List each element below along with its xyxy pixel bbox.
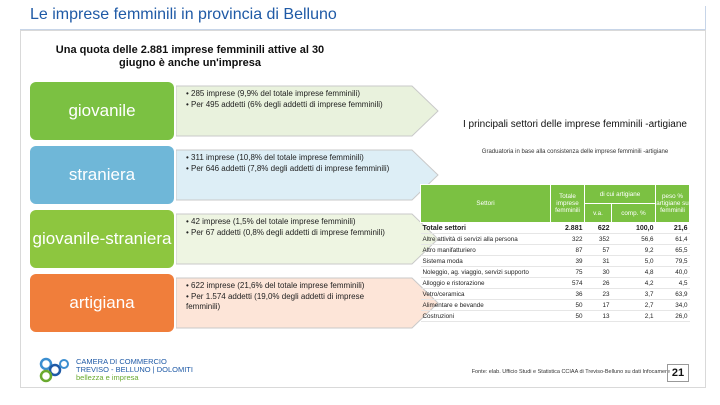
cell-peso: 63,9 [656, 289, 690, 300]
header-artigiane: di cui artigiane [585, 185, 656, 204]
cell-name: Sistema moda [421, 256, 551, 267]
enterprise-type-label: giovanile [30, 82, 174, 140]
cell-comp: 3,7 [612, 289, 656, 300]
cell-tot: 87 [551, 245, 585, 256]
cell-comp: 2,1 [612, 311, 656, 322]
cell-peso: 21,6 [656, 223, 690, 234]
sectors-table [420, 184, 690, 322]
cell-peso: 4,5 [656, 278, 690, 289]
table-row [421, 234, 690, 245]
chamber-logo-text [76, 358, 193, 382]
cell-tot: 322 [551, 234, 585, 245]
enterprise-type-label: artigiana [30, 274, 174, 332]
table-row [421, 289, 690, 300]
table-row [421, 256, 690, 267]
sectors-subtitle: Graduatoria in base alla consistenza delle imprese femminili -artigiane [481, 149, 669, 155]
cell-va: 30 [585, 267, 612, 278]
enterprise-detail-line: • 42 imprese (1,5% del totale imprese femminili) [186, 217, 356, 226]
cell-comp: 4,8 [612, 267, 656, 278]
page-title: Le imprese femminili in provincia di Belluno [30, 6, 337, 23]
page-subtitle: Una quota delle 2.881 imprese femminili attive al 30 giugno è anche un'impresa [55, 44, 325, 69]
cell-va: 17 [585, 300, 612, 311]
table-row [421, 300, 690, 311]
enterprise-detail-line: • Per 495 addetti (6% degli addetti di imprese femminili) [186, 100, 383, 109]
sectors-title: I principali settori delle imprese femminili -artigiane [463, 119, 687, 130]
enterprise-detail-line: • Per 67 addetti (0,8% degli addetti di imprese femminili) [186, 228, 385, 237]
cell-va: 622 [585, 223, 612, 234]
header-peso: peso % artigiane su femminili [656, 185, 690, 223]
cell-name: Altre attività di servizi alla persona [421, 234, 551, 245]
cell-name: Alloggio e ristorazione [421, 278, 551, 289]
logo-tagline: bellezza e impresa [76, 373, 139, 382]
header-va: v.a. [585, 204, 612, 223]
table-row [421, 223, 690, 234]
cell-name: Noleggio, ag. viaggio, servizi supporto [421, 267, 551, 278]
chamber-logo-icon [38, 356, 72, 384]
cell-comp: 2,7 [612, 300, 656, 311]
page-number: 21 [667, 364, 689, 382]
cell-tot: 50 [551, 300, 585, 311]
source-note: Fonte: elab. Ufficio Studi e Statistica CCIAA di Treviso-Belluno su dati Infocamere [471, 369, 670, 375]
cell-tot: 36 [551, 289, 585, 300]
cell-tot: 2.881 [551, 223, 585, 234]
enterprise-detail-line: • Per 646 addetti (7,8% degli addetti di imprese femminili) [186, 164, 390, 173]
enterprise-arrow [176, 82, 440, 140]
cell-comp: 100,0 [612, 223, 656, 234]
cell-name: Alimentare e bevande [421, 300, 551, 311]
cell-va: 31 [585, 256, 612, 267]
cell-comp: 5,0 [612, 256, 656, 267]
cell-name: Vetro/ceramica [421, 289, 551, 300]
cell-comp: 4,2 [612, 278, 656, 289]
cell-name: Costruzioni [421, 311, 551, 322]
cell-comp: 9,2 [612, 245, 656, 256]
table-row [421, 311, 690, 322]
table-row [421, 267, 690, 278]
cell-comp: 56,6 [612, 234, 656, 245]
header-totale: Totale imprese femminili [551, 185, 585, 223]
cell-tot: 574 [551, 278, 585, 289]
enterprise-type-label: giovanile-straniera [30, 210, 174, 268]
enterprise-details [186, 153, 398, 175]
enterprise-details [186, 217, 398, 239]
cell-peso: 61,4 [656, 234, 690, 245]
enterprise-detail-line: • 622 imprese (21,6% del totale imprese femminili) [186, 281, 365, 290]
enterprise-details [186, 281, 398, 313]
table-row [421, 245, 690, 256]
enterprise-arrow [176, 210, 440, 268]
enterprise-detail-line: • 285 imprese (9,9% del totale imprese femminili) [186, 89, 360, 98]
enterprise-arrow [176, 146, 440, 204]
cell-tot: 39 [551, 256, 585, 267]
cell-peso: 34,0 [656, 300, 690, 311]
cell-va: 26 [585, 278, 612, 289]
cell-tot: 75 [551, 267, 585, 278]
enterprise-type-label: straniera [30, 146, 174, 204]
cell-name: Totale settori [421, 223, 551, 234]
cell-name: Altro manifatturiero [421, 245, 551, 256]
cell-peso: 65,5 [656, 245, 690, 256]
cell-peso: 26,0 [656, 311, 690, 322]
cell-va: 57 [585, 245, 612, 256]
logo-line2: TREVISO - BELLUNO | DOLOMITI [76, 365, 193, 374]
cell-va: 23 [585, 289, 612, 300]
enterprise-arrow [176, 274, 440, 332]
cell-peso: 40,0 [656, 267, 690, 278]
cell-tot: 50 [551, 311, 585, 322]
logo-line1: CAMERA DI COMMERCIO [76, 357, 167, 366]
cell-va: 13 [585, 311, 612, 322]
cell-peso: 79,5 [656, 256, 690, 267]
cell-va: 352 [585, 234, 612, 245]
header-comp: comp. % [612, 204, 656, 223]
enterprise-detail-line: • Per 1.574 addetti (19,0% degli addetti di imprese femminili) [186, 292, 365, 311]
enterprise-details [186, 89, 398, 111]
enterprise-detail-line: • 311 imprese (10,8% del totale imprese femminili) [186, 153, 364, 162]
table-row [421, 278, 690, 289]
header-settori: Settori [421, 185, 551, 223]
